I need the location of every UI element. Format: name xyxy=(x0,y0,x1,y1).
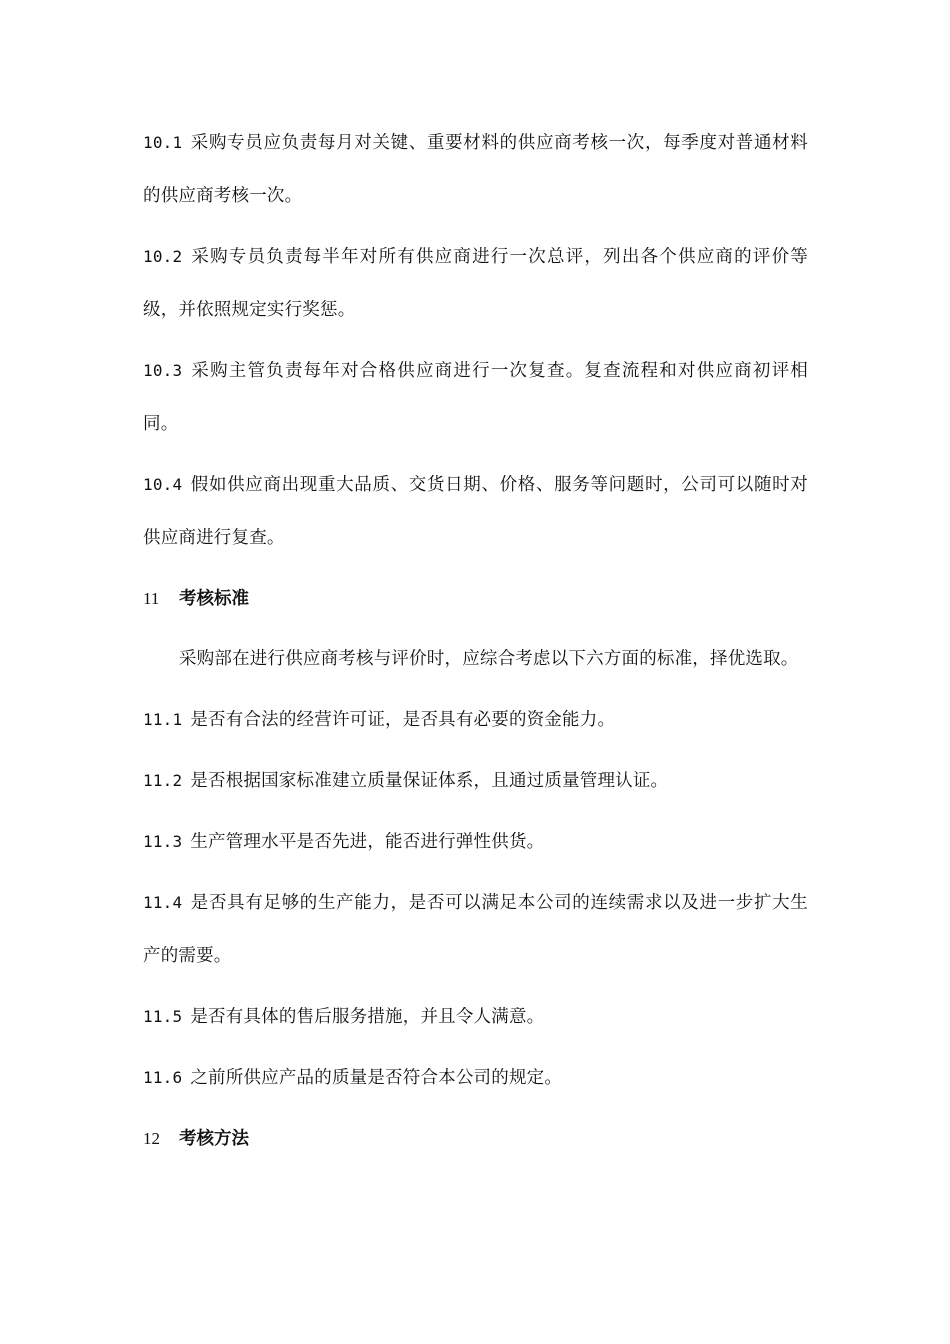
clause-11-4 xyxy=(143,876,808,983)
clause-10-1 xyxy=(143,116,808,223)
section-number: 11 xyxy=(143,589,160,608)
clause-number: 10.2 xyxy=(143,247,183,266)
clause-text: 假如供应商出现重大品质、交货日期、价格、服务等问题时，公司可以随时对供应商进行复查。 xyxy=(143,475,808,548)
clause-11-2 xyxy=(143,754,808,808)
paragraph-text: 采购部在进行供应商考核与评价时，应综合考虑以下六方面的标准，择优选取。 xyxy=(179,649,799,669)
clause-number: 10.1 xyxy=(143,133,183,152)
clause-number: 11.3 xyxy=(143,832,183,851)
clause-11-1 xyxy=(143,693,808,747)
clause-10-4 xyxy=(143,458,808,565)
section-title: 考核标准 xyxy=(179,589,249,609)
clause-text: 生产管理水平是否先进，能否进行弹性供货。 xyxy=(190,832,545,852)
clause-text: 是否有具体的售后服务措施，并且令人满意。 xyxy=(190,1007,545,1027)
section-number: 12 xyxy=(143,1129,160,1148)
clause-11-5 xyxy=(143,990,808,1044)
clause-10-2 xyxy=(143,230,808,337)
clause-text: 采购主管负责每年对合格供应商进行一次复查。复查流程和对供应商初评相同。 xyxy=(143,361,808,434)
clause-number: 11.6 xyxy=(143,1068,183,1087)
document-body xyxy=(143,116,808,1173)
clause-10-3 xyxy=(143,344,808,451)
clause-number: 10.3 xyxy=(143,361,183,380)
clause-11-6 xyxy=(143,1051,808,1105)
section-heading-12 xyxy=(143,1112,808,1166)
clause-number: 11.5 xyxy=(143,1007,183,1026)
clause-text: 是否有合法的经营许可证，是否具有必要的资金能力。 xyxy=(190,710,616,730)
clause-text: 采购专员应负责每月对关键、重要材料的供应商考核一次，每季度对普通材料的供应商考核一次。 xyxy=(143,133,808,206)
clause-text: 之前所供应产品的质量是否符合本公司的规定。 xyxy=(190,1068,563,1088)
section-heading-11 xyxy=(143,572,808,626)
section-title: 考核方法 xyxy=(179,1129,249,1149)
clause-number: 10.4 xyxy=(143,475,183,494)
clause-text: 是否具有足够的生产能力，是否可以满足本公司的连续需求以及进一步扩大生产的需要。 xyxy=(143,893,808,966)
clause-number: 11.4 xyxy=(143,893,183,912)
clause-number: 11.2 xyxy=(143,771,183,790)
clause-number: 11.1 xyxy=(143,710,183,729)
intro-paragraph xyxy=(143,633,808,686)
clause-11-3 xyxy=(143,815,808,869)
clause-text: 采购专员负责每半年对所有供应商进行一次总评，列出各个供应商的评价等级，并依照规定实行奖惩。 xyxy=(143,247,808,320)
clause-text: 是否根据国家标准建立质量保证体系，且通过质量管理认证。 xyxy=(190,771,669,791)
